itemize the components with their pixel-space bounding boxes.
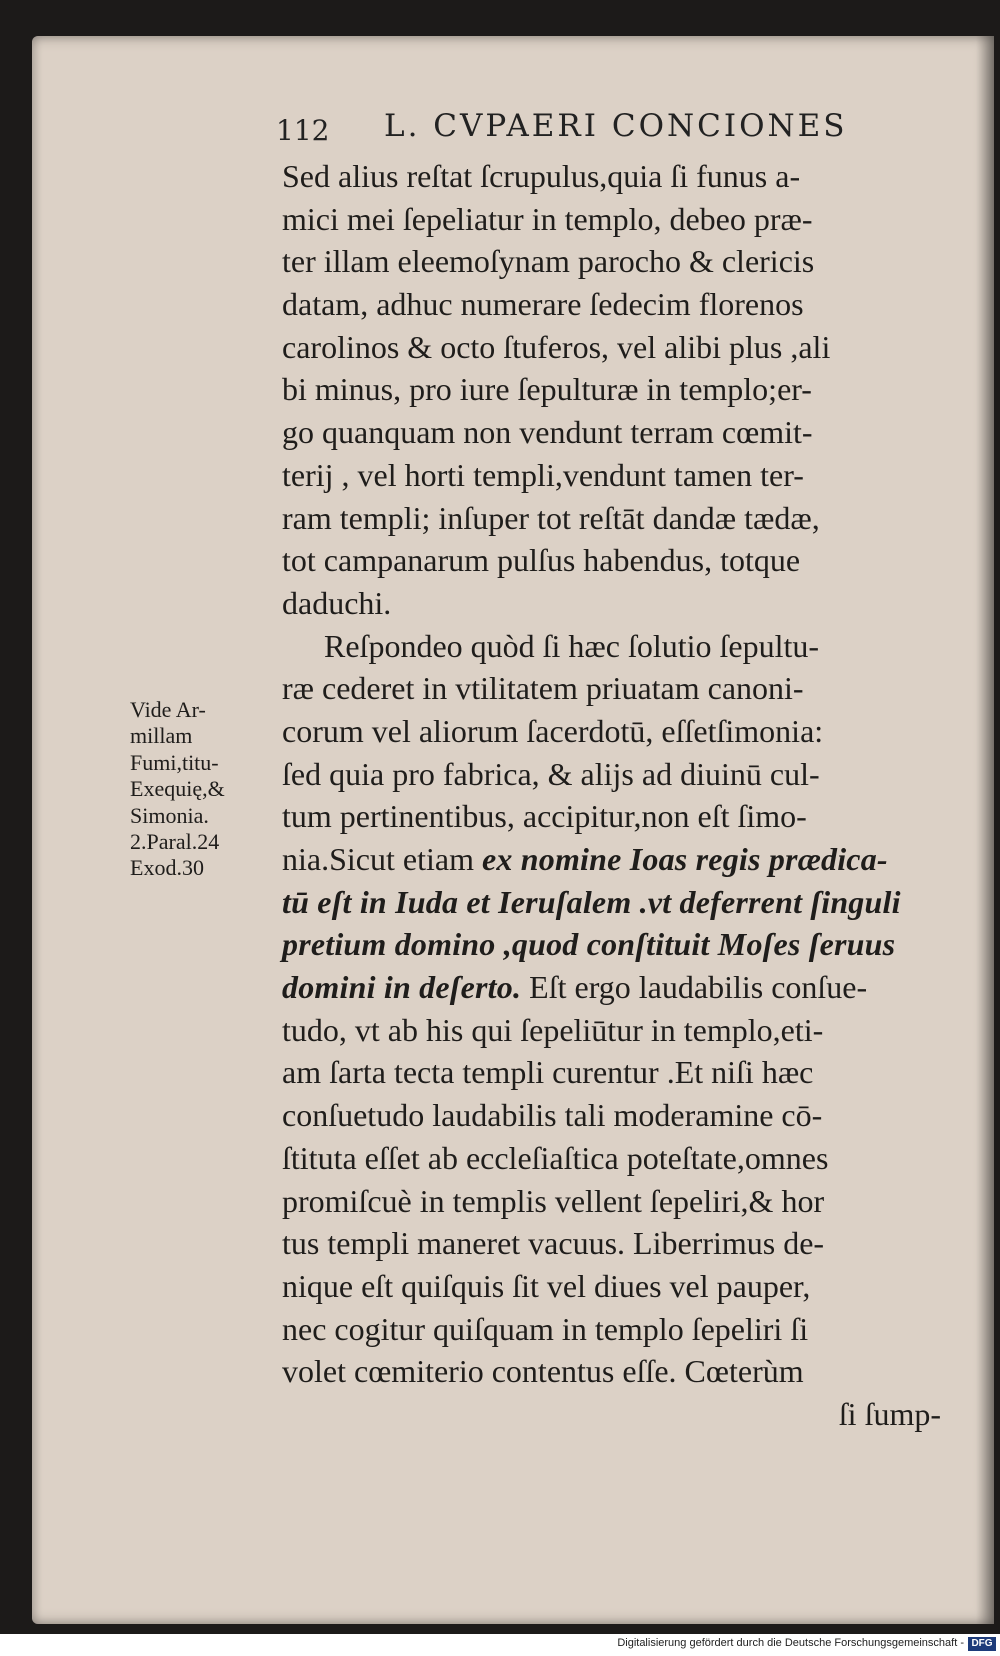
running-title: L. CVPAERI CONCIONES <box>384 108 848 144</box>
text-line: tudo, vt ab his qui ſepeliūtur in templo,eti- <box>282 1011 824 1048</box>
text-line: terij , vel horti templi,vendunt tamen ter- <box>282 456 804 493</box>
italic-quote: pretium domino ,quod conſtituit Moſes ſeruus <box>282 926 896 963</box>
text-line: ſtituta eſſet ab eccleſiaſtica poteſtate,omnes <box>282 1139 829 1176</box>
dfg-logo-icon: DFG <box>968 1637 996 1651</box>
text-segment: nia.Sicut etiam <box>282 841 474 877</box>
text-line: nique eſt quiſquis ſit vel diues vel pauper, <box>282 1267 811 1304</box>
text-line: nec cogitur quiſquam in templo ſepeliri ſi <box>282 1310 809 1347</box>
text-line <box>282 881 947 924</box>
digitization-credit: Digitalisierung gefördert durch die Deutsche Forschungsgemeinschaft - <box>617 1637 964 1649</box>
margin-note: Fumi,titu- <box>130 749 219 775</box>
margin-note: 2.Paral.24 <box>130 828 220 854</box>
text-line: ſed quia pro fabrica, & alijs ad diuinū cul- <box>282 755 820 792</box>
text-line: datam, adhuc numerare ſedecim florenos <box>282 286 804 323</box>
page-number: 112 <box>276 114 330 147</box>
margin-note: Simonia. <box>130 802 209 828</box>
text-line: bi minus, pro iure ſepulturæ in templo;er- <box>282 371 812 408</box>
text-line: daduchi. <box>282 584 392 621</box>
text-line: promiſcuè in templis vellent ſepeliri,& hor <box>282 1182 825 1219</box>
text-line <box>282 838 947 881</box>
body-text <box>282 155 947 1436</box>
text-line: mici mei ſepeliatur in templo, debeo præ- <box>282 200 813 237</box>
text-line: ræ cederet in vtilitatem priuatam canoni- <box>282 670 804 707</box>
text-line: tum pertinentibus, accipitur,non eſt ſimo- <box>282 798 807 835</box>
text-line <box>282 923 947 966</box>
text-line: tus templi maneret vacuus. Liberrimus de- <box>282 1225 825 1262</box>
text-line: ter illam eleemoſynam parocho & clericis <box>282 243 815 280</box>
text-line: volet cœmiterio contentus eſſe. Cœterùm <box>282 1353 804 1390</box>
margin-note: Exequię,& <box>130 776 225 802</box>
text-line: am ſarta tecta templi curentur .Et niſi hæc <box>282 1054 814 1091</box>
italic-quote: tū eſt in Iuda et Ieruſalem .vt deferrent ſinguli <box>282 883 901 920</box>
margin-note: millam <box>130 723 193 749</box>
margin-note: Exod.30 <box>130 855 204 881</box>
margin-notes <box>130 697 275 882</box>
text-line: corum vel aliorum ſacerdotū, eſſetſimonia: <box>282 712 824 749</box>
text-line <box>282 966 947 1009</box>
italic-quote: ex nomine Ioas regis prædica- <box>481 841 888 877</box>
footer-bar <box>0 1634 1000 1656</box>
text-line: conſuetudo laudabilis tali moderamine cō- <box>282 1097 823 1134</box>
text-line: tot campanarum pulſus habendus, totque <box>282 542 801 579</box>
page-header <box>0 108 1000 148</box>
margin-note: Vide Ar- <box>130 697 206 722</box>
italic-quote: domini in deſerto. <box>282 969 522 1006</box>
text-line: Sed alius reſtat ſcrupulus,quia ſi funus a- <box>282 158 801 194</box>
text-segment: Eſt ergo laudabilis conſue- <box>521 969 868 1006</box>
text-line: carolinos & octo ſtuferos, vel alibi plus ,ali <box>282 328 831 365</box>
text-line: go quanquam non vendunt terram cœmit- <box>282 414 813 451</box>
text-line: Reſpondeo quòd ſi hæc ſolutio ſepultu- <box>324 627 820 664</box>
text-line: ram templi; inſuper tot reſtāt dandæ tædæ, <box>282 499 820 536</box>
catchword: ſi ſump- <box>838 1395 941 1432</box>
